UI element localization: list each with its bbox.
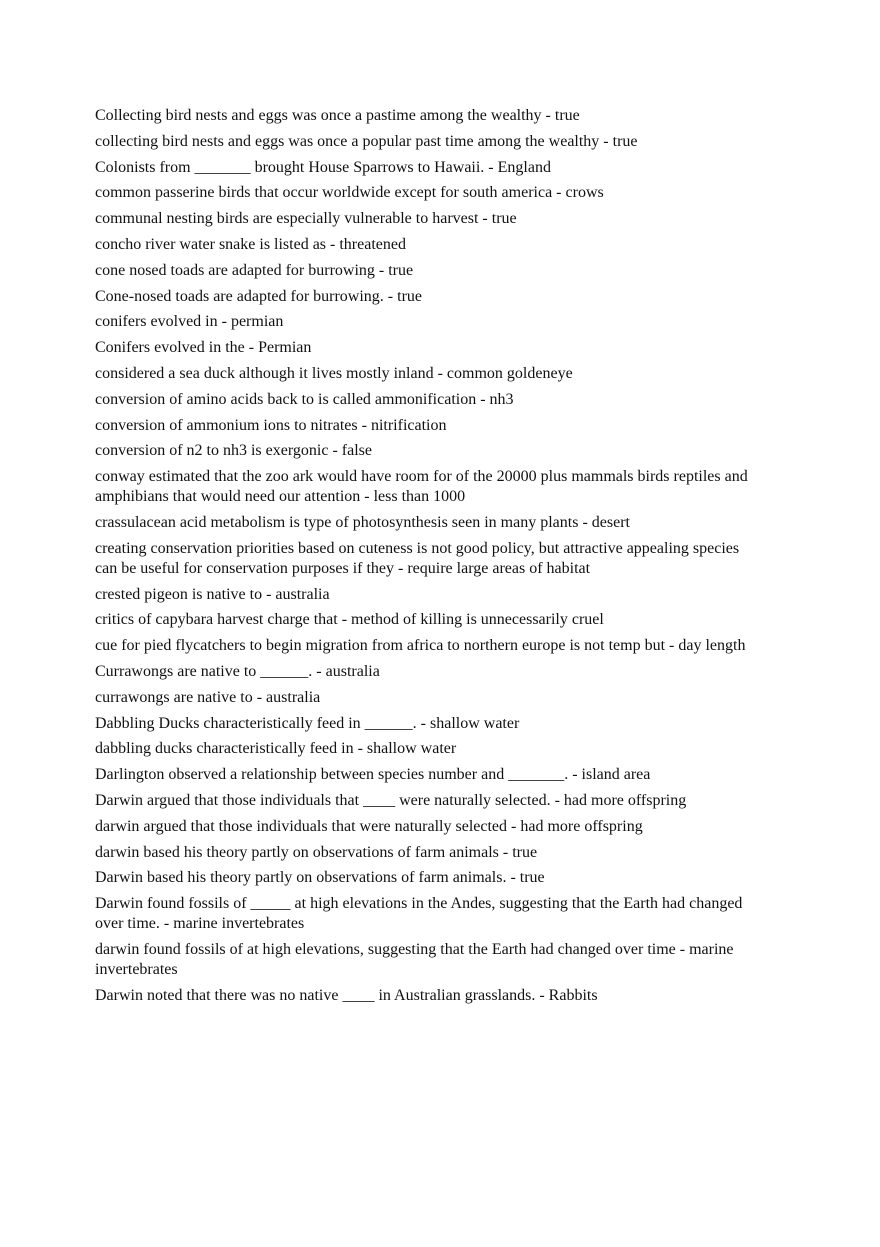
flashcard-entry: common passerine birds that occur worldwide except for south america - crows	[95, 184, 604, 202]
flashcard-entry: cone nosed toads are adapted for burrowing - true	[95, 261, 414, 279]
flashcard-entry: creating conservation priorities based on cuteness is not good policy, but attractive appealing species can be useful for conservation purposes if they - require large areas of habitat	[95, 539, 740, 577]
flashcard-entry: darwin found fossils of at high elevations, suggesting that the Earth had changed over time - marine invertebrates	[95, 940, 734, 978]
flashcard-entry: Cone-nosed toads are adapted for burrowing. - true	[95, 287, 422, 305]
flashcard-entry: considered a sea duck although it lives mostly inland - common goldeneye	[95, 364, 573, 382]
flashcard-entry: dabbling ducks characteristically feed in - shallow water	[95, 740, 457, 758]
flashcard-entry: conway estimated that the zoo ark would have room for of the 20000 plus mammals birds reptiles and amphibians that would need our attention - less than 1000	[95, 468, 748, 506]
flashcard-entry: conversion of n2 to nh3 is exergonic - false	[95, 442, 372, 460]
flashcard-entry: darwin argued that those individuals that were naturally selected - had more offspring	[95, 817, 643, 835]
flashcard-entry: Currawongs are native to ______. - australia	[95, 662, 380, 680]
flashcard-entry: concho river water snake is listed as - threatened	[95, 235, 406, 253]
flashcard-entry: Conifers evolved in the - Permian	[95, 339, 312, 357]
flashcard-entry: crested pigeon is native to - australia	[95, 585, 330, 603]
flashcard-entry: Colonists from _______ brought House Sparrows to Hawaii. - England	[95, 158, 551, 176]
flashcard-entry: Darlington observed a relationship between species number and _______. - island area	[95, 766, 651, 784]
flashcard-entry: Darwin noted that there was no native ____ in Australian grasslands. - Rabbits	[95, 986, 598, 1004]
document-page	[95, 106, 755, 1006]
flashcard-entry: critics of capybara harvest charge that - method of killing is unnecessarily cruel	[95, 611, 604, 629]
flashcard-entry: conversion of ammonium ions to nitrates - nitrification	[95, 416, 447, 434]
flashcard-entry: Dabbling Ducks characteristically feed in ______. - shallow water	[95, 714, 520, 732]
flashcard-entry: Darwin based his theory partly on observations of farm animals. - true	[95, 869, 545, 887]
flashcard-entry: collecting bird nests and eggs was once a popular past time among the wealthy - true	[95, 132, 638, 150]
flashcard-entry: conifers evolved in - permian	[95, 313, 284, 331]
flashcard-entry: currawongs are native to - australia	[95, 688, 321, 706]
flashcard-entry: communal nesting birds are especially vulnerable to harvest - true	[95, 210, 517, 228]
flashcard-entry: cue for pied flycatchers to begin migration from africa to northern europe is not temp but - day length	[95, 637, 746, 655]
flashcard-entry: crassulacean acid metabolism is type of photosynthesis seen in many plants - desert	[95, 513, 630, 531]
flashcard-entry: Darwin argued that those individuals that ____ were naturally selected. - had more offspring	[95, 791, 687, 809]
flashcard-entry: Collecting bird nests and eggs was once a pastime among the wealthy - true	[95, 107, 580, 124]
flashcard-entry: conversion of amino acids back to is called ammonification - nh3	[95, 390, 514, 408]
flashcard-entry: darwin based his theory partly on observations of farm animals - true	[95, 843, 538, 861]
flashcard-entry: Darwin found fossils of _____ at high elevations in the Andes, suggesting that the Earth had changed over time. - marine invertebrates	[95, 895, 743, 933]
